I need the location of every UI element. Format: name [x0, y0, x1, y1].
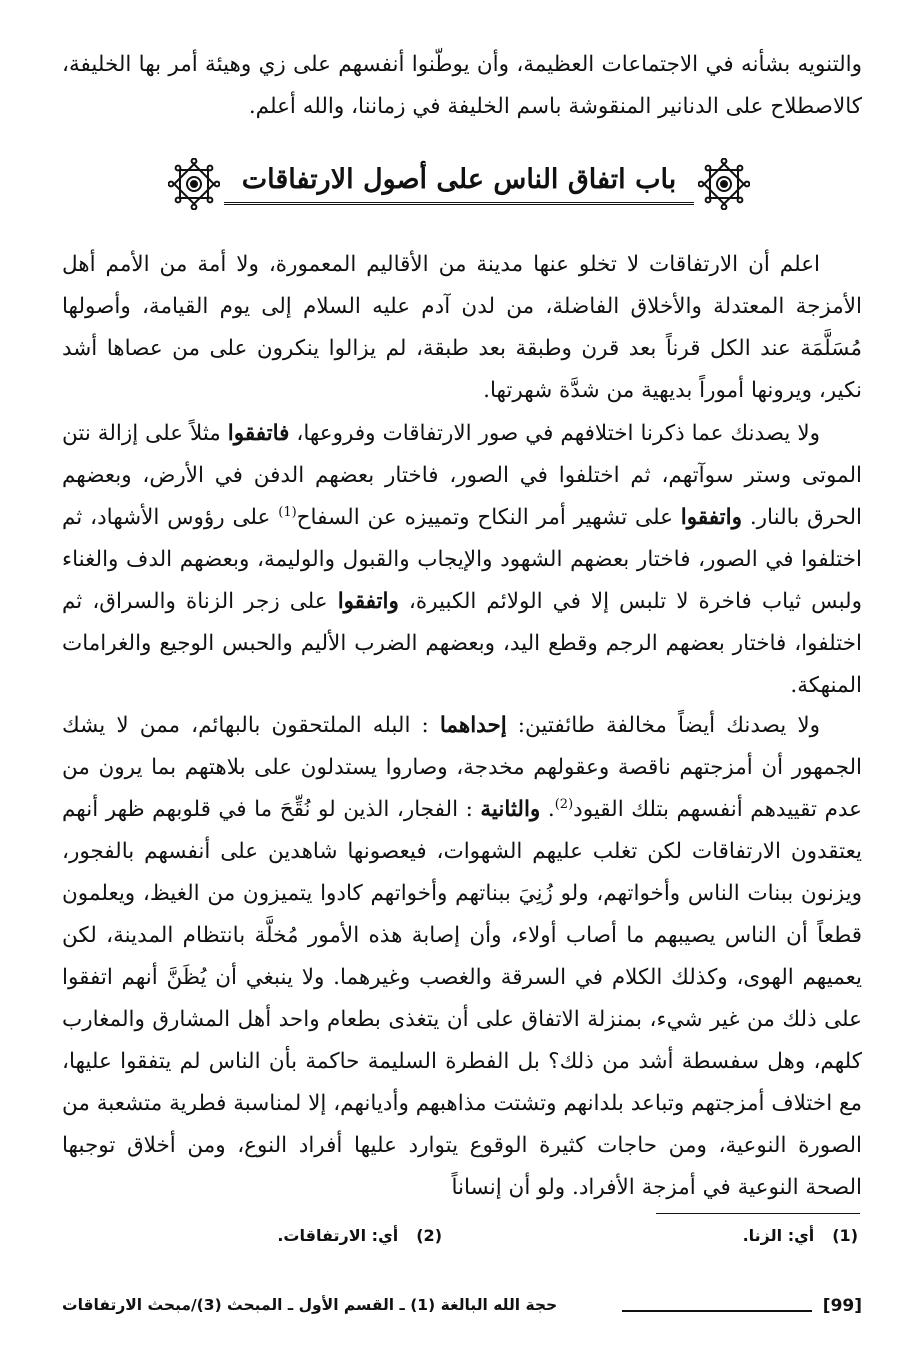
footnote-divider: [656, 1213, 860, 1214]
footnote-marker: (1): [278, 504, 297, 520]
paragraph-3-text: : البله الملتحقون بالبهائم، ممن لا يشك الجمهور أن أمزجتهم ناقصة وعقولهم مخدجة، وصاروا يستدلون على بلاهتهم بما يرون من عدم تقييدهم أنفسهم بتلك القيود: [62, 713, 862, 822]
footnote-number: (1): [832, 1226, 858, 1245]
chapter-title: باب اتفاق الناس على أصول الارتفاقات: [224, 158, 694, 205]
footnote-text: أي: الارتفاقات.: [277, 1226, 399, 1245]
paragraph-2-text: على تشهير أمر النكاح وتمييزه عن السفاح: [296, 505, 681, 530]
paragraph-2-text: على رؤوس الأشهاد، ثم اختلفوا في الصور، فاختار بعضهم الشهود والإيجاب والقبول والوليمة، وبعضهم الدف والغناء ولبس ثياب فاخرة لا تلبس إلا في الولائم الكبيرة،: [62, 505, 862, 614]
paragraph-3-text: .: [540, 797, 555, 822]
keyword: واتفقوا: [337, 589, 399, 614]
paragraph-1: [62, 244, 862, 412]
keyword: إحداهما: [439, 713, 507, 738]
keyword: فاتفقوا: [227, 421, 290, 446]
footnote-number: (2): [416, 1226, 442, 1245]
keyword: واتفقوا: [680, 505, 742, 530]
paragraph-3: [62, 705, 862, 1209]
footnote-text: أي: الزنا.: [742, 1226, 815, 1245]
page-number: [99]: [822, 1296, 862, 1316]
paragraph-3-text: : الفجار، الذين لو نُقِّحَ ما في قلوبهم ظهر أنهم يعتقدون الارتفاقات لكن تغلب عليهم الشهوات، فيعصونها شاهدين على أنفسهم بالفجور، ويزنون ببنات الناس وأخواتهم، ولو زُنِيَ ببناتهم وأخواتهم كادوا يتميزون من الغيظ، ويعلمون قطعاً أن الناس يصيبهم ما أصاب أولاء، وأن إصابة هذه الأمور مُخلَّة بانتظام المدينة، لكن يعميهم الهوى، وكذلك الكلام في السرقة والغصب وغيرهما. ولا ينبغي أن يُظَنَّ أنهم اتفقوا على ذلك من غير شيء، بمنزلة الاتفاق على أن يتغذى بطعام واحد أهل المشارق والمغارب كلهم، وهل سفسطة أشد من ذلك؟ بل الفطرة السليمة حاكمة بأن الناس لم يتفقوا عليها، مع اختلاف أمزجتهم وتباعد بلدانهم وتشتت مذاهبهم وأديانهم، إلا لمناسبة فطرية متشعبة من الصورة النوعية، ومن حاجات كثيرة الوقوع يتوارد عليها أفراد النوع، ومن أخلاق توجبها الصحة النوعية في أمزجة الأفراد. ولو أن إنساناً: [62, 797, 862, 1200]
footer-divider: [622, 1310, 812, 1312]
paragraph-2: [62, 413, 862, 707]
paragraph-1-text: اعلم أن الارتفاقات لا تخلو عنها مدينة من الأقاليم المعمورة، ولا أمة من الأمم أهل الأمزجة المعتدلة والأخلاق الفاضلة، من لدن آدم عليه السلام إلى يوم القيامة، وأصولها مُسَلَّمَة عند الكل قرناً بعد قرن وطبقة بعد طبقة، لم يزالوا ينكرون على من عصاها أشد نكير، ويرونها أموراً بديهية من شدَّة شهرتها.: [62, 252, 862, 403]
paragraph-2-text: ولا يصدنك عما ذكرنا اختلافهم في صور الارتفاقات وفروعها،: [289, 421, 820, 446]
paragraph-2-text: مثلاً على إزالة نتن الموتى وستر سوآتهم، ثم اختلفوا في الصور، فاختار بعضهم الدفن في الأرض، وبعضهم الحرق بالنار.: [62, 421, 862, 530]
keyword: والثانية: [480, 797, 541, 822]
footnote-2: [277, 1226, 442, 1245]
running-footer-title: حجة الله البالغة (1) ـ القسم الأول ـ المبحث (3)/مبحث الارتفاقات: [62, 1296, 558, 1314]
chapter-heading: [0, 152, 921, 218]
footnote-1: [743, 1226, 858, 1245]
paragraph-3-text: ولا يصدنك أيضاً مخالفة طائفتين:: [506, 713, 820, 738]
octagram-ornament-icon: [698, 158, 750, 210]
page-footer: [62, 1296, 862, 1326]
footnotes: [62, 1226, 862, 1256]
footnote-marker: (2): [554, 796, 574, 812]
paragraph-2-text: على زجر الزناة والسراق، ثم اختلفوا، فاختار بعضهم الرجم وقطع اليد، وبعضهم الضرب الأليم والحبس الوجيع والغرامات المنهكة.: [62, 589, 862, 698]
octagram-ornament-icon: [168, 158, 220, 210]
intro-paragraph: والتنويه بشأنه في الاجتماعات العظيمة، وأن يوطّنوا أنفسهم على زي وهيئة أمر بها الخليفة، كالاصطلاح على الدنانير المنقوشة باسم الخليفة في زماننا، والله أعلم.: [62, 52, 862, 119]
